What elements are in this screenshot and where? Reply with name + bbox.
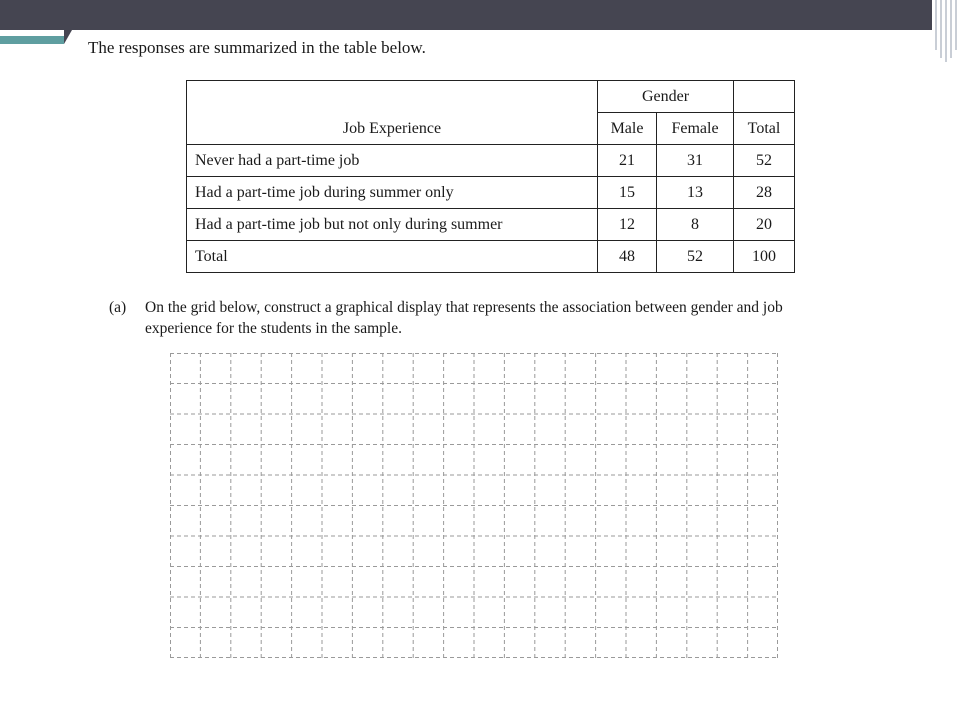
job-experience-table	[186, 80, 795, 273]
total-female: 52	[657, 241, 734, 273]
slide-accent-notch	[64, 30, 72, 44]
cell-total: 20	[734, 209, 795, 241]
question-text: On the grid below, construct a graphical display that represents the association between gender and job experience for the students in the sample.	[145, 299, 783, 337]
question-a	[109, 297, 829, 339]
table-row	[187, 209, 795, 241]
total-total: 100	[734, 241, 795, 273]
row-label: Never had a part-time job	[187, 145, 598, 177]
table-total-row	[187, 241, 795, 273]
slide-accent-bar	[0, 36, 64, 44]
cell-female: 13	[657, 177, 734, 209]
cell-female: 31	[657, 145, 734, 177]
table-group-header-row	[187, 81, 795, 113]
cell-female: 8	[657, 209, 734, 241]
cell-male: 12	[598, 209, 657, 241]
table-row	[187, 145, 795, 177]
cell-total: 52	[734, 145, 795, 177]
intro-text: The responses are summarized in the table below.	[88, 38, 426, 57]
header-empty	[734, 81, 795, 113]
slide-top-bar	[0, 0, 932, 30]
cell-male: 15	[598, 177, 657, 209]
row-label: Had a part-time job during summer only	[187, 177, 598, 209]
row-label: Had a part-time job but not only during summer	[187, 209, 598, 241]
header-male: Male	[598, 113, 657, 145]
total-row-label: Total	[187, 241, 598, 273]
table-row	[187, 177, 795, 209]
cell-male: 21	[598, 145, 657, 177]
total-male: 48	[598, 241, 657, 273]
question-label: (a)	[109, 299, 127, 316]
header-total: Total	[734, 113, 795, 145]
answer-grid	[170, 353, 778, 658]
cell-total: 28	[734, 177, 795, 209]
decorative-lines	[932, 0, 958, 62]
header-job-experience: Job Experience	[187, 81, 598, 145]
header-female: Female	[657, 113, 734, 145]
header-gender: Gender	[598, 81, 734, 113]
